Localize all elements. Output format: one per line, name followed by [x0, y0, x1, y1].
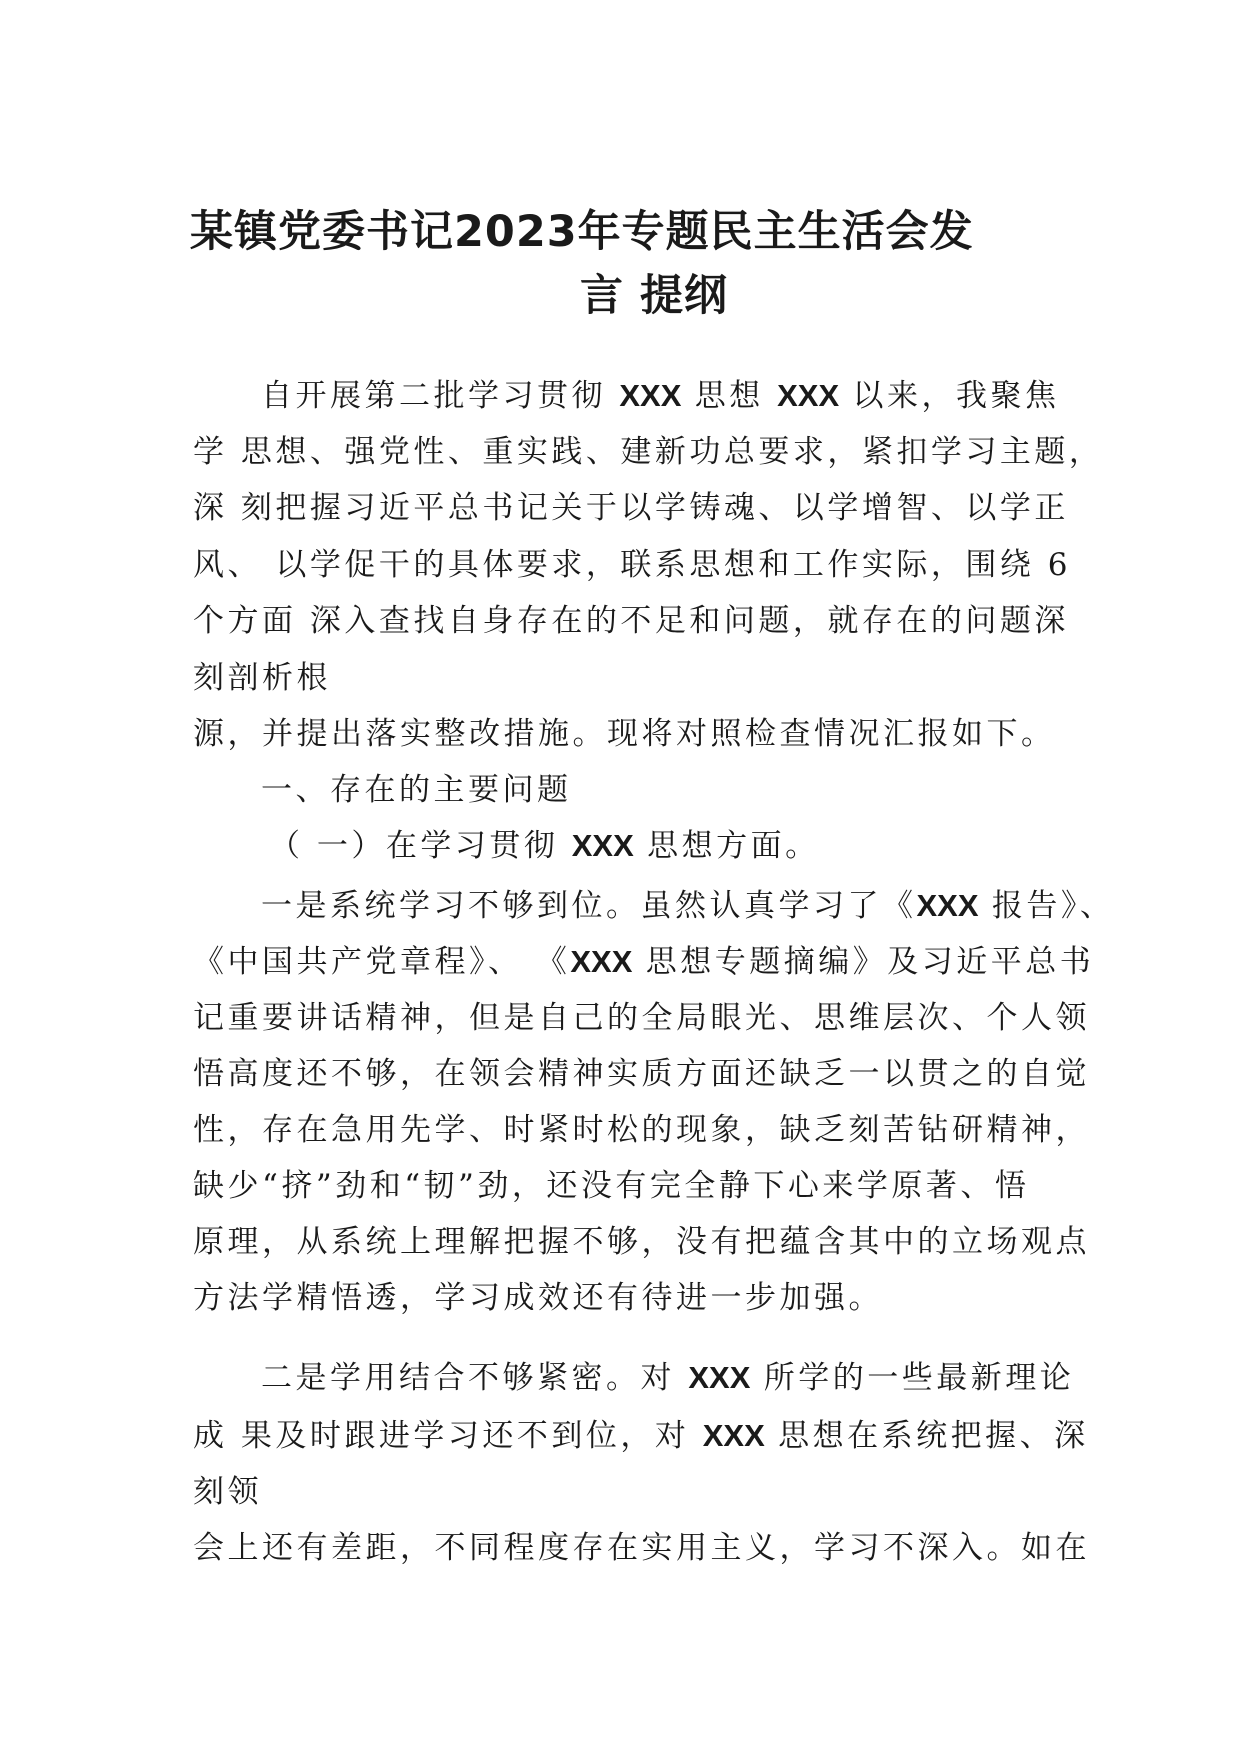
subsection-heading: （ 一）在学习贯彻 XXX 思想方面。 [269, 828, 820, 864]
intro-line: 刻剖析根 [193, 660, 331, 696]
intro-line: 学 思想、强党性、重实践、建新功总要求，紧扣学习主题， [193, 434, 1104, 470]
point1-line: 方法学精悟透，学习成效还有待进一步加强。 [193, 1280, 883, 1316]
point1-line: 《中国共产党章程》、 《XXX 思想专题摘编》及习近平总书 [193, 944, 1095, 980]
document-title [190, 200, 1050, 328]
intro-line: 个方面 深入查找自身存在的不足和问题，就存在的问题深 [193, 603, 1069, 639]
point1-line: 一是系统学习不够到位。虽然认真学习了《XXX 报告》、 [261, 888, 1115, 924]
intro-line: 源，并提出落实整改措施。现将对照检查情况汇报如下。 [193, 716, 1056, 752]
point2-line: 成 果及时跟进学习还不到位，对 XXX 思想在系统把握、深 [193, 1418, 1089, 1454]
point2-line: 刻领 [193, 1474, 262, 1510]
title-line-2: 言 提纲 [580, 271, 728, 321]
title-line-1: 某镇党委书记2023年专题民主生活会发 [190, 207, 974, 257]
point1-line: 悟高度还不够，在领会精神实质方面还缺乏一以贯之的自觉 [193, 1056, 1090, 1092]
intro-line: 风、 以学促干的具体要求，联系思想和工作实际，围绕 6 [193, 547, 1071, 583]
intro-line: 深 刻把握习近平总书记关于以学铸魂、以学增智、以学正 [193, 490, 1069, 526]
point1-line: 性，存在急用先学、时紧时松的现象，缺乏刻苦钻研精神， [193, 1112, 1090, 1148]
point2-line: 二是学用结合不够紧密。对 XXX 所学的一些最新理论 [261, 1360, 1075, 1396]
section-heading: 一、存在的主要问题 [261, 772, 572, 808]
point2-line: 会上还有差距，不同程度存在实用主义，学习不深入。如在 [193, 1530, 1090, 1566]
point1-line: 记重要讲话精神，但是自己的全局眼光、思维层次、个人领 [193, 1000, 1090, 1036]
point1-line: 缺少“挤”劲和“韧”劲，还没有完全静下心来学原著、悟 [193, 1168, 1030, 1204]
point1-line: 原理，从系统上理解把握不够，没有把蕴含其中的立场观点 [193, 1224, 1090, 1260]
intro-line: 自开展第二批学习贯彻 XXX 思想 XXX 以来，我聚焦 [261, 378, 1060, 414]
